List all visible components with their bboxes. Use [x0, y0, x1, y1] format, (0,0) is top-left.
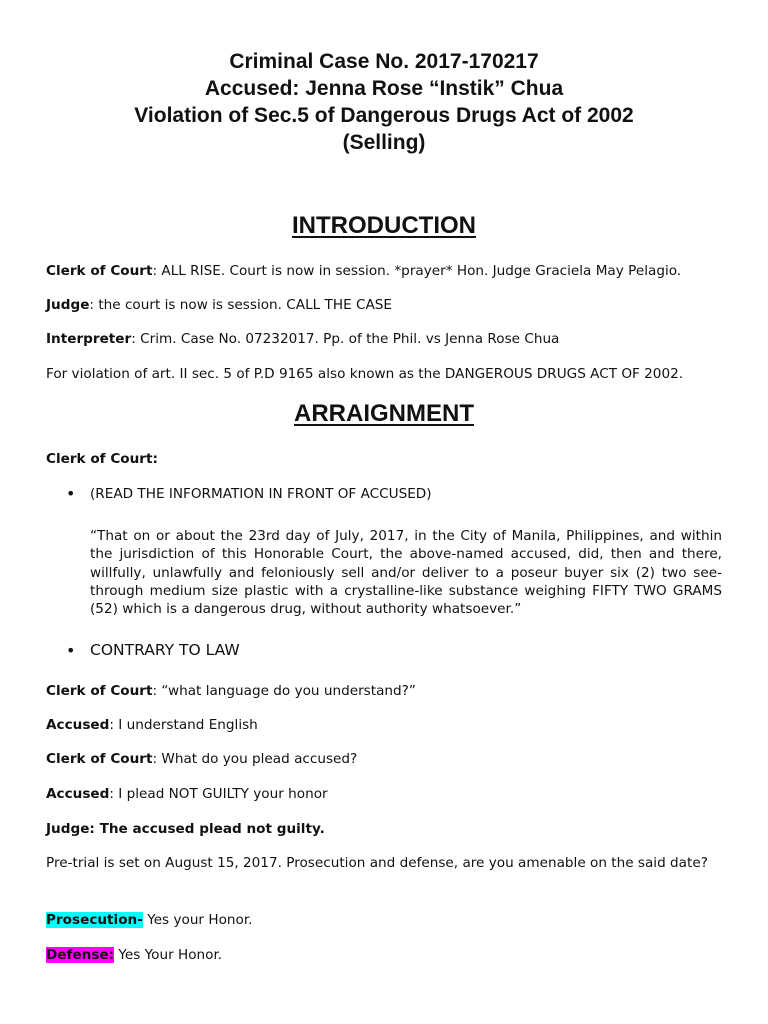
case-number: Criminal Case No. 2017-170217 [229, 50, 539, 73]
bullet-read-information: (READ THE INFORMATION IN FRONT OF ACCUSED) [90, 486, 432, 502]
exchange-line [46, 682, 722, 700]
arraignment-heading: ARRAIGNMENT [294, 400, 474, 427]
bullet-contrary-to-law: CONTRARY TO LAW [90, 641, 240, 659]
arraignment-clerk-line [46, 450, 722, 468]
bullet-dot: • [66, 484, 76, 503]
speaker-label: Judge [46, 297, 90, 313]
violation: Violation of Sec.5 of Dangerous Drugs Act of 2002 [134, 104, 634, 127]
speaker-label: Accused [46, 717, 110, 733]
reply-text: Yes your Honor. [142, 912, 253, 928]
pretrial-paragraph: Pre-trial is set on August 15, 2017. Prosecution and defense, are you amenable on the said date? [46, 855, 708, 871]
line-text: : I understand English [109, 717, 258, 733]
intro-line-clerk [46, 262, 722, 280]
prosecution-label: Prosecution- [46, 912, 143, 928]
defense-label: Defense: [46, 947, 115, 963]
line-text: : What do you plead accused? [152, 751, 358, 767]
bullet-dot: • [66, 641, 76, 660]
speaker-label: Interpreter [46, 331, 132, 347]
line-text: : I plead NOT GUILTY your honor [109, 786, 328, 802]
intro-line-violation [46, 365, 722, 383]
intro-line-judge [46, 296, 722, 314]
line-text: : “what language do you understand?” [152, 683, 416, 699]
speaker-label: Judge [46, 821, 90, 837]
line-text: : the court is now is session. CALL THE CASE [89, 297, 392, 313]
speaker-label: Clerk of Court [46, 263, 153, 279]
exchange-line-judge [46, 820, 722, 838]
exchange-line [46, 750, 722, 768]
speaker-label: Clerk of Court [46, 451, 153, 467]
accused-name: Accused: Jenna Rose “Instik” Chua [204, 77, 564, 100]
introduction-heading: INTRODUCTION [292, 212, 476, 239]
speaker-label: Clerk of Court [46, 751, 153, 767]
line-text: : ALL RISE. Court is now in session. *prayer* Hon. Judge Graciela May Pelagio. [152, 263, 682, 279]
line-text: : The accused plead not guilty. [89, 821, 325, 837]
case-title [0, 48, 768, 156]
speaker-label: Clerk of Court [46, 683, 153, 699]
speaker-label: Accused [46, 786, 110, 802]
line-text: For violation of art. II sec. 5 of P.D 9165 also known as the DANGEROUS DRUGS ACT OF 2002. [46, 366, 684, 382]
defense-reply-line [46, 946, 722, 964]
exchange-line [46, 785, 722, 803]
offense-type: (Selling) [342, 131, 426, 154]
intro-line-interpreter [46, 330, 722, 348]
line-text: : Crim. Case No. 07232017. Pp. of the Phil. vs Jenna Rose Chua [131, 331, 560, 347]
prosecution-reply-line [46, 911, 722, 929]
reply-text: Yes Your Honor. [114, 947, 223, 963]
colon: : [152, 451, 158, 467]
exchange-line [46, 716, 722, 734]
information-text: “That on or about the 23rd day of July, 2017, in the City of Manila, Philippines, and within the jurisdiction of this Honorable Court, the above-named accused, did, then and there, willfully, unlawfully and feloniously sell and/or deliver to a poseur buyer six (2) two see-through medium size plastic with a crystalline-like substance weighing FIFTY TWO GRAMS (52) which is a dangerous drug, without authority whatsoever.” [90, 528, 722, 618]
